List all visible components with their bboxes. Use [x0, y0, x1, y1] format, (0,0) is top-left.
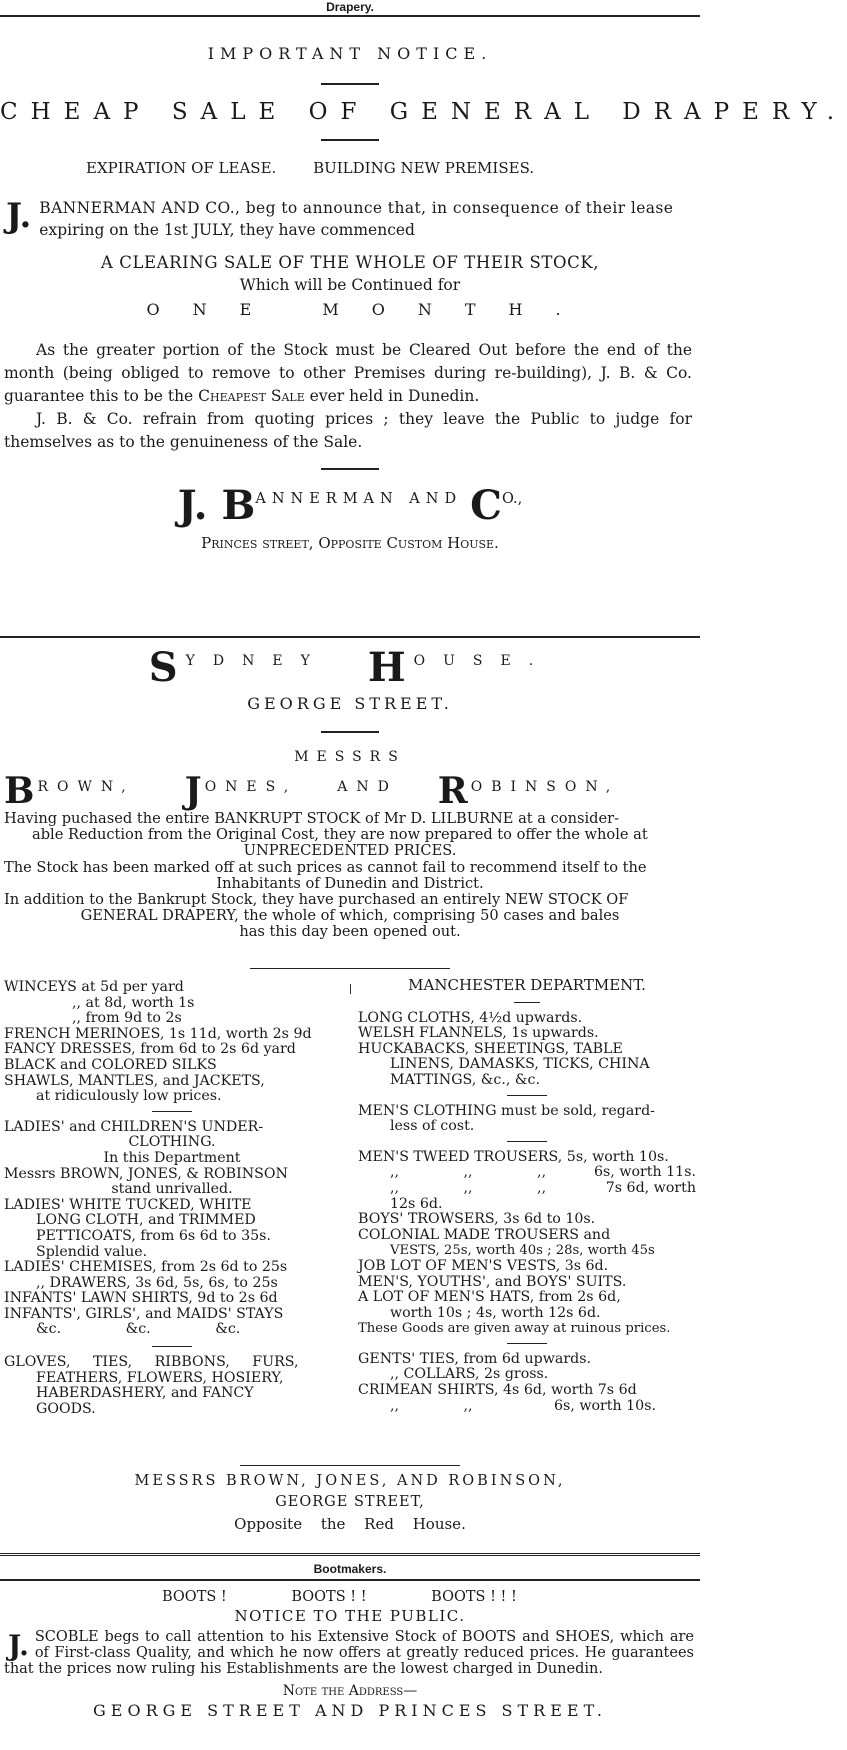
list-item: ,, from 9d to 2s: [72, 1010, 182, 1027]
divider: [152, 1111, 192, 1112]
intro-block: [4, 197, 692, 241]
list-item: In this Department: [103, 1149, 241, 1166]
divider: [507, 1343, 547, 1344]
section-rule: [0, 1553, 700, 1556]
list-item: GOODS.: [36, 1400, 96, 1417]
bannerman-address: Princes street, Opposite Custom House.: [201, 534, 499, 552]
intro-line: GENERAL DRAPERY, the whole of which, comprising 50 cases and bales: [80, 907, 620, 925]
list-item: MEN'S, YOUTHS', and BOYS' SUITS.: [358, 1273, 627, 1290]
intro-line-1: BANNERMAN AND CO., beg to announce that, in consequence of their lease: [39, 199, 674, 217]
left-column: [4, 980, 340, 1417]
sydney-house-title: SYDNEY H OUSE.: [148, 644, 552, 691]
list-item: FEATHERS, FLOWERS, HOSIERY,: [36, 1369, 284, 1386]
list-item: ,, ,, 6s, worth 10s.: [390, 1397, 656, 1414]
section-rule: [0, 15, 700, 17]
footer-name: MESSRS BROWN, JONES, AND ROBINSON,: [134, 1473, 566, 1489]
list-item: A LOT OF MEN'S HATS, from 2s 6d,: [358, 1289, 621, 1306]
list-item: MANCHESTER DEPARTMENT.: [408, 976, 646, 994]
sydney-house-ad: [0, 638, 700, 941]
list-item: GENTS' TIES, from 6d upwards.: [358, 1350, 591, 1367]
list-item: ,, DRAWERS, 3s 6d, 5s, 6s, to 25s: [36, 1274, 278, 1291]
clearing-sale: A CLEARING SALE OF THE WHOLE OF THEIR STOCK,: [100, 253, 600, 272]
important-notice: IMPORTANT NOTICE.: [207, 44, 493, 63]
sub-building: BUILDING NEW PREMISES.: [313, 159, 535, 177]
one-month: ONE MONTH.: [146, 300, 594, 319]
list-item: ,, ,, ,, 7s 6d, worth: [390, 1179, 696, 1196]
brown-jones-robinson: BROWN, J ONES, AND R OBINSON,: [4, 770, 620, 812]
list-item: LADIES' CHEMISES, from 2s 6d to 25s: [4, 1259, 288, 1276]
list-item: MEN'S CLOTHING must be sold, regard-: [358, 1102, 655, 1119]
section-title-drapery: Drapery.: [326, 0, 374, 14]
list-item: HUCKABACKS, SHEETINGS, TABLE: [358, 1040, 623, 1057]
list-item: WINCEYS at 5d per yard: [4, 979, 184, 995]
list-item: LADIES' and CHILDREN'S UNDER-: [4, 1118, 264, 1135]
sydney-intro: [4, 811, 696, 941]
bootmakers-section: [0, 1562, 700, 1720]
footer-street: GEORGE STREET,: [275, 1494, 425, 1510]
divider: [240, 1465, 460, 1466]
list-item: HABERDASHERY, and FANCY: [36, 1385, 254, 1402]
divider: [507, 1141, 547, 1142]
drapery-section: [0, 0, 847, 552]
note-address: Note the Address—: [282, 1683, 418, 1699]
divider: [507, 1095, 547, 1096]
headline: CHEAP SALE OF GENERAL DRAPERY.: [0, 99, 847, 125]
list-item: SHAWLS, MANTLES, and JACKETS,: [4, 1072, 265, 1089]
intro-line: The Stock has been marked off at such prices as cannot fail to recommend itself to the: [4, 858, 647, 876]
intro-line: has this day been opened out.: [239, 923, 461, 941]
list-item: worth 10s ; 4s, worth 12s 6d.: [390, 1304, 601, 1321]
list-item: 12s 6d.: [390, 1195, 443, 1212]
list-item: MEN'S TWEED TROUSERS, 5s, worth 10s.: [358, 1148, 669, 1165]
list-item: JOB LOT OF MEN'S VESTS, 3s 6d.: [358, 1257, 609, 1274]
drop-letter: J.: [6, 196, 32, 236]
divider: [152, 1346, 192, 1347]
bannerman-signature: J. BANNERMAN AND CO.,: [177, 482, 523, 529]
intro-line: In addition to the Bankrupt Stock, they have purchased an entirely NEW STOCK OF: [4, 891, 629, 909]
list-item: LINENS, DAMASKS, TICKS, CHINA: [390, 1056, 650, 1073]
list-item: FANCY DRESSES, from 6d to 2s 6d yard: [4, 1041, 296, 1058]
divider: [250, 968, 450, 969]
intro-line: able Reduction from the Original Cost, they are now prepared to offer the whole at: [32, 826, 648, 844]
boots-body: J. SCOBLE begs to call attention to his Extensive Stock of BOOTS and SHOES, which are of First-class Quality, and which he now offers at greatly reduced prices. He guarantees that the prices now ruling his Establishments are the lowest charged in Dunedin.: [4, 1629, 694, 1677]
list-item: FRENCH MERINOES, 1s 11d, worth 2s 9d: [4, 1025, 312, 1042]
paragraph-1: As the greater portion of the Stock must be Cleared Out before the end of the month (being obliged to remove to other Premises during re-building), J. B. & Co. guarantee this to be the Cheapest Sale ever held in Dunedin.: [4, 341, 692, 405]
boots-address: GEORGE STREET AND PRINCES STREET.: [93, 1701, 607, 1720]
list-item: MATTINGS, &c., &c.: [390, 1071, 540, 1088]
list-item: ,, ,, ,, 6s, worth 11s.: [390, 1164, 696, 1181]
list-item: LONG CLOTHS, 4½d upwards.: [358, 1009, 583, 1026]
george-street: GEORGE STREET.: [247, 694, 453, 713]
divider: [321, 731, 379, 733]
intro-line: UNPRECEDENTED PRICES.: [243, 842, 457, 860]
list-item: INFANTS' LAWN SHIRTS, 9d to 2s 6d: [4, 1290, 278, 1307]
list-item: GLOVES, TIES, RIBBONS, FURS,: [4, 1354, 299, 1371]
list-item: BOYS' TROWSERS, 3s 6d to 10s.: [358, 1211, 596, 1228]
body-paragraphs: [4, 339, 692, 454]
list-item: CRIMEAN SHIRTS, 4s 6d, worth 7s 6d: [358, 1382, 637, 1399]
right-column: [358, 978, 696, 1414]
divider: [321, 83, 379, 85]
list-item: INFANTS', GIRLS', and MAIDS' STAYS: [4, 1305, 284, 1322]
list-item: stand unrivalled.: [111, 1181, 233, 1198]
divider: [321, 468, 379, 470]
boots-callout: BOOTS ! BOOTS ! ! BOOTS ! ! !: [162, 1589, 517, 1605]
column-separator: [350, 984, 351, 994]
list-item: LADIES' WHITE TUCKED, WHITE: [4, 1196, 252, 1213]
divider: [321, 139, 379, 141]
section-title-bootmakers: Bootmakers.: [313, 1562, 387, 1576]
section-rule: [0, 1579, 700, 1581]
divider: [514, 1002, 540, 1003]
list-item: BLACK and COLORED SILKS: [4, 1056, 217, 1073]
sydney-footer: [0, 1473, 700, 1533]
list-item: Splendid value.: [36, 1243, 148, 1260]
paragraph-2: J. B. & Co. refrain from quoting prices ; they leave the Public to judge for themselves as to the genuineness of the Sale.: [4, 410, 692, 451]
messrs: MESSRS: [294, 749, 406, 765]
list-item: LONG CLOTH, and TRIMMED: [36, 1212, 256, 1229]
footer-opposite: Opposite the Red House.: [234, 1515, 466, 1533]
subheadings: [0, 159, 700, 177]
list-item: less of cost.: [390, 1118, 475, 1135]
list-item: CLOTHING.: [128, 1134, 216, 1151]
intro-line-2: expiring on the 1st JULY, they have commenced: [39, 221, 415, 239]
list-item: at ridiculously low prices.: [36, 1088, 222, 1105]
list-item: ,, at 8d, worth 1s: [72, 994, 195, 1011]
continued-for: Which will be Continued for: [239, 276, 461, 294]
list-item: ,, COLLARS, 2s gross.: [390, 1366, 549, 1383]
list-item: PETTICOATS, from 6s 6d to 35s.: [36, 1227, 271, 1244]
intro-line: Inhabitants of Dunedin and District.: [216, 874, 484, 892]
list-item: &c. &c. &c.: [36, 1321, 241, 1338]
list-item: Messrs BROWN, JONES, & ROBINSON: [4, 1165, 288, 1182]
list-item: VESTS, 25s, worth 40s ; 28s, worth 45s: [390, 1243, 655, 1259]
list-item: COLONIAL MADE TROUSERS and: [358, 1226, 611, 1243]
notice-to-public: NOTICE TO THE PUBLIC.: [234, 1607, 466, 1625]
list-item: These Goods are given away at ruinous prices.: [358, 1321, 671, 1337]
list-item: WELSH FLANNELS, 1s upwards.: [358, 1025, 599, 1042]
sub-expiration: EXPIRATION OF LEASE.: [86, 159, 277, 177]
intro-line: Having puchased the entire BANKRUPT STOCK of Mr D. LILBURNE at a consider-: [4, 810, 620, 827]
